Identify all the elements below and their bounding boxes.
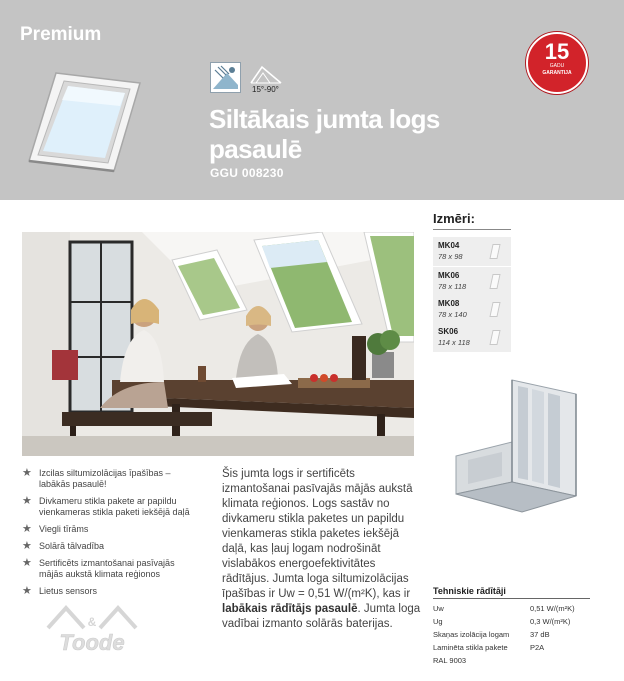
tech-label: Ug — [433, 617, 443, 626]
sizes-heading: Izmēri: — [433, 211, 475, 226]
feature-text: Lietus sensors — [39, 586, 98, 596]
product-code: GGU 008230 — [210, 166, 284, 180]
warranty-label: GARANTIJA — [542, 70, 572, 76]
feature-text: Izcilas siltumizolācijas īpašības – labākās pasaulē! — [39, 468, 171, 489]
feature-item — [22, 558, 192, 580]
size-window-shape — [489, 302, 500, 317]
description-highlight: labākais rādītājs pasaulē — [222, 603, 358, 615]
roof-window-thumbnail — [26, 70, 142, 174]
size-item — [433, 295, 511, 324]
description-text: Šis jumta logs ir sertificēts izmantošanai pasīvajās mājās aukstā klimata reģionos. Logs sastāv no divkameru stikla paketes un papildu vienkameras stikla paketes iekšējā daļā, kas ļauj logam nodrošināt vislabākos energoefektivitātes rādītājus. Jumta loga siltumizolācijas īpašības ir Uw = 0,51 W/(m²K), kas ir — [222, 468, 413, 600]
feature-item — [22, 524, 192, 535]
tech-value: 37 dB — [530, 630, 550, 639]
star-icon: ★ — [22, 467, 32, 479]
solar-sensor-icon — [210, 62, 241, 93]
tech-label: RAL 9003 — [433, 656, 467, 665]
tech-row — [433, 603, 593, 615]
watermark-text: Toode — [59, 630, 125, 655]
star-icon: ★ — [22, 523, 32, 535]
interior-photo — [22, 232, 414, 456]
description-text-end: . Jumta loga vadībai izmanto solārās baterijas. — [222, 603, 421, 630]
tech-specs-heading: Tehniskie rādītāji — [433, 586, 506, 596]
size-code: SK06 — [438, 327, 459, 336]
feature-text: Divkameru stikla pakete ar papildu vienkameras stikla paketi iekšējā daļā — [39, 496, 190, 517]
feature-item — [22, 496, 192, 518]
tech-row — [433, 616, 593, 628]
tech-row — [433, 655, 593, 667]
size-code: MK04 — [438, 241, 460, 250]
warranty-badge — [526, 32, 588, 94]
warranty-unit: GADU — [549, 63, 565, 69]
feature-text: Sertificēts izmantošanai pasīvajās mājās aukstā klimata reģionos — [39, 558, 175, 579]
tech-label: Skaņas izolācija logam — [433, 630, 510, 639]
tech-row — [433, 629, 593, 641]
pitch-range-label: 15°-90° — [252, 85, 279, 94]
tech-value: 0,51 W/(m²K) — [530, 604, 575, 613]
roof-pitch-icon — [250, 62, 282, 84]
size-dimensions: 78 x 98 — [438, 252, 463, 261]
size-item — [433, 237, 511, 266]
star-icon: ★ — [22, 585, 32, 597]
svg-text:&: & — [87, 615, 97, 629]
header-banner — [0, 0, 624, 200]
window-cross-section-image — [452, 376, 584, 518]
size-window-shape — [489, 244, 500, 259]
size-dimensions: 78 x 118 — [438, 282, 467, 291]
tech-label: Uw — [433, 604, 444, 613]
size-window-shape — [489, 274, 500, 289]
size-code: MK06 — [438, 271, 460, 280]
tech-value: 0,3 W/(m²K) — [530, 617, 571, 626]
toode-watermark-logo — [42, 600, 142, 655]
size-code: MK08 — [438, 299, 460, 308]
star-icon: ★ — [22, 495, 32, 507]
tech-specs-divider — [433, 598, 590, 599]
feature-item — [22, 468, 192, 490]
size-item — [433, 267, 511, 296]
feature-text: Solārā tālvadība — [39, 541, 105, 551]
sizes-divider — [433, 229, 511, 230]
premium-label: Premium — [20, 24, 102, 45]
tech-row — [433, 642, 593, 654]
star-icon: ★ — [22, 540, 32, 552]
feature-item — [22, 586, 192, 597]
page-title: Siltākais jumta logs pasaulē — [209, 104, 440, 164]
size-window-shape — [489, 330, 500, 345]
warranty-years: 15 — [544, 39, 570, 64]
size-dimensions: 114 x 118 — [438, 338, 470, 347]
product-description — [222, 467, 422, 632]
feature-list — [22, 468, 192, 603]
size-dimensions: 78 x 140 — [438, 310, 467, 319]
size-item — [433, 323, 511, 352]
tech-value: P2A — [530, 643, 545, 652]
star-icon: ★ — [22, 557, 32, 569]
feature-item — [22, 541, 192, 552]
tech-label: Laminēta stikla pakete — [433, 643, 508, 652]
feature-text: Viegli tīrāms — [39, 524, 89, 534]
